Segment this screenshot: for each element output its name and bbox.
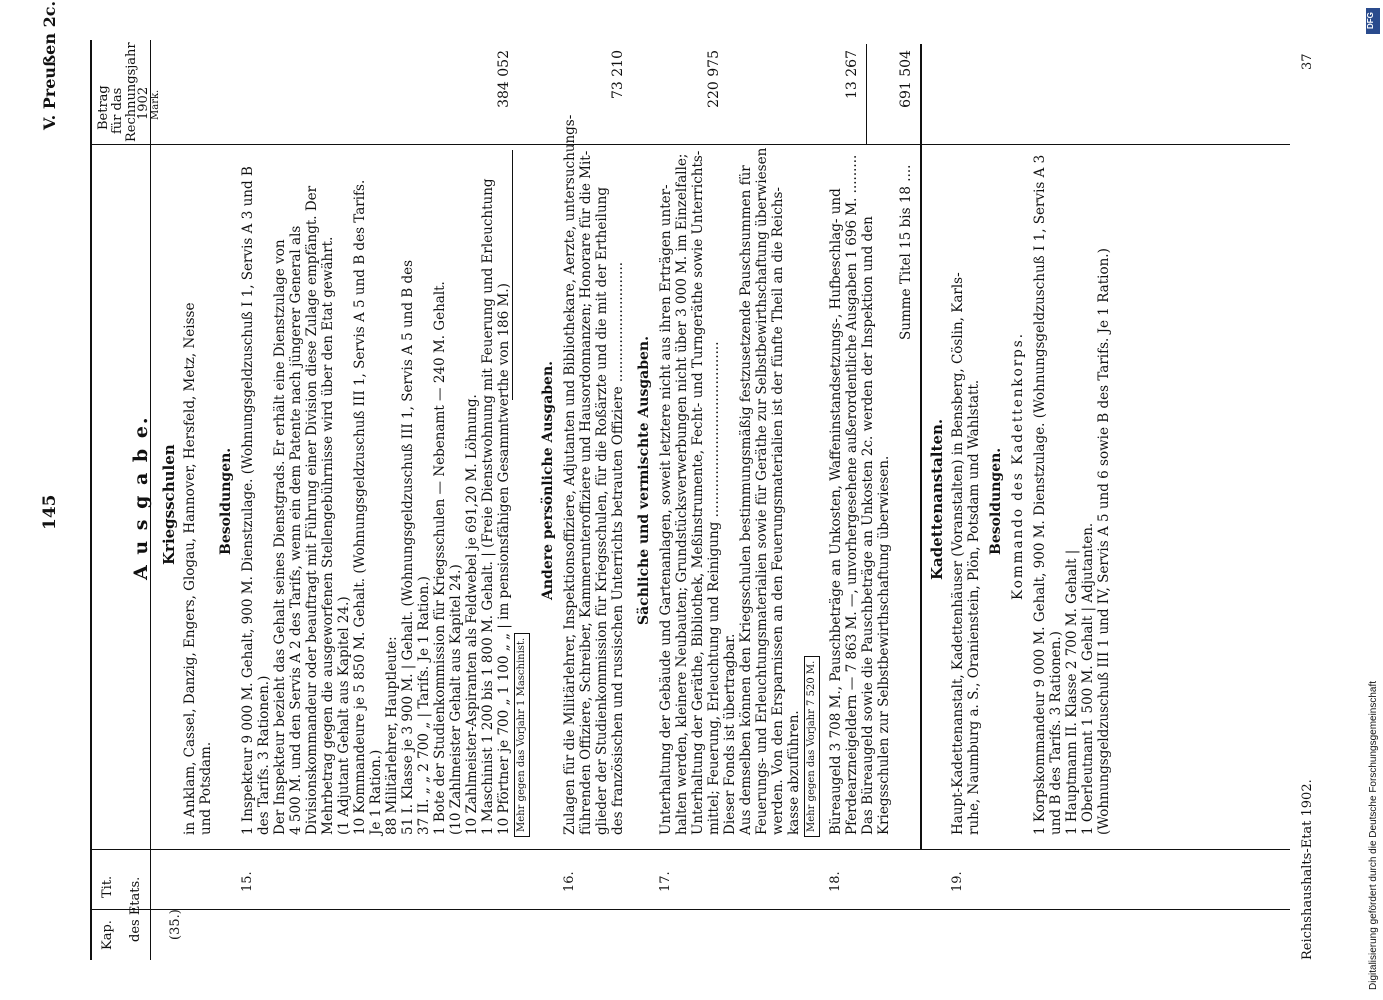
t16-line-3: des französischen und russischen Unterrichts betrauten Offiziere ............................ (610, 261, 626, 835)
t17-line-5: Aus demselben können den Kriegsschulen bestimmungsmäßig festzusetzende Pauschsummen für (738, 165, 754, 835)
t19-detail-2: 1 Hauptmann II. Klasse 2 700 M. Gehalt | (1064, 549, 1080, 835)
heading-kadetten: Kadettenanstalten. (928, 418, 946, 580)
colhead-rule (150, 40, 151, 960)
sum-amount: 691 504 (898, 50, 914, 108)
t17-line-1: halten werden, kleinere Neubauten; Grundstücksverwerbungen nicht über 3 000 M. im Einzelfalle; (674, 153, 690, 835)
col-betrag-2: für das (110, 87, 125, 134)
t18-line-0: Büreaugeld 3 708 M., Pauschbeträge an Unkosten, Waffeninstandsetzungs-, Hufbeschlag- und (828, 188, 844, 835)
page-title: A u s g a b e. (130, 415, 152, 580)
t15-line-9: 88 Militärlehrer, Hauptleute: (384, 636, 400, 835)
t15-line-3: 4 500 M. und den Servis A 2 des Tarifs, wenn ein dem Patente nach jüngerer General als (288, 225, 304, 835)
col-kap: Kap. (100, 920, 115, 950)
heading-besoldungen: Besoldungen. (218, 447, 234, 555)
heading-andere: Andere persönliche Ausgaben. (540, 360, 556, 600)
t15-line-7: 10 Kommandeure je 5 850 M. Gehalt. (Wohnungsgeldzuschuß III 1, Servis A 5 und B des Tarifs. (352, 179, 368, 835)
tit-18: 18. (828, 871, 843, 892)
sum-rule (866, 44, 867, 144)
t15-line-0: 1 Inspekteur 9 000 M. Gehalt, 900 M. Dienstzulage. (Wohnungsgeldzuschuß I 1, Servis A 3 und B (240, 166, 256, 835)
t15-line-6: (1 Adjutant Gehalt aus Kapitel 24.) (336, 596, 352, 835)
t18-amount: 13 267 (844, 50, 860, 99)
t15-line-13: (10 Zahlmeister Gehalt aus Kapitel 24.) (448, 564, 464, 835)
t15-line-1: des Tarifs. 3 Rationen.) (256, 675, 272, 835)
t15-line-8: Je 1 Ration.) (368, 749, 384, 835)
heading-kommando: Kommando des Kadettenkorps. (1010, 331, 1026, 600)
t15-line-5: Mehrbetrag gegen die ausgeworfenen Stellengebührnisse wird über den Etat gewährt. (320, 236, 336, 835)
section-divider (920, 44, 922, 850)
t18-line-2: Das Büreaugeld sowie die Pauschbeträge an Unkosten 2c. werden der Inspektion und den (860, 216, 876, 835)
t18-line-1: Pferdearzneigeldern — 7 863 M. —, unvorhergesehene außerordentliche Ausgaben 1 696 M. ......... (844, 154, 860, 835)
t17-line-0: Unterhaltung der Gebäude und Gartenanlagen, soweit letztere nicht aus ihren Erträgen unter- (658, 184, 674, 835)
t15-line-2: Der Inspekteur bezieht das Gehalt seines Dienstgrads. Er erhält eine Dienstzulage von (272, 239, 288, 835)
t19-detail-3: 1 Oberleutnant 1 500 M. Gehalt | Adjutanten. (1080, 522, 1096, 835)
heading-kriegsschulen: Kriegsschulen (160, 444, 178, 565)
dfg-logo: DFG (1366, 8, 1380, 34)
t15-note: Mehr gegen das Vorjahr 1 Maschinist. (514, 633, 530, 837)
t15-line-11: 37 II. „ „ 2 700 „ | Tarifs. Je 1 Ration.) (416, 576, 432, 835)
t17-line-3: mittel; Feuerung, Erleuchtung und Reinigung ......................................... (706, 341, 722, 835)
t18-line-3: Kriegsschulen zur Selbstbewirthschaftung überwiesen. (876, 455, 892, 835)
t15-line-14: 10 Zahlmeister-Aspiranten als Feldwebel je 691,20 M. Löhnung. (464, 394, 480, 835)
t17-note: Mehr gegen das Vorjahr 7 520 M. (804, 656, 820, 837)
tit-19: 19. (950, 871, 965, 892)
t15-line-16: 10 Pförtner je 700 „ 1 100 „ „ | im pensionsfähigen Gesammtwerthe von 186 M.) (496, 283, 512, 835)
tit-17: 17. (658, 871, 673, 892)
col-tit: Tit. (100, 875, 115, 898)
col-betrag-3: Rechnungsjahr (124, 42, 139, 142)
col-betrag-unit: Mark. (150, 89, 161, 120)
dfg-notice: Digitalisierung gefördert durch die Deutsche Forschungsgemeinschaft (1368, 680, 1379, 990)
t15-line-10: 51 I. Klasse je 3 900 M. | Gehalt. (Wohnungsgeldzuschuß III 1, Servis A 5 und B des (400, 259, 416, 835)
section-title: V. Preußen 2c. (40, 0, 59, 130)
tit-16: 16. (562, 871, 577, 892)
amount-col-line (90, 144, 1290, 145)
footer-page: 37 (1300, 53, 1315, 70)
t17-amount: 220 975 (706, 50, 722, 108)
t17-line-7: werden. Von den Ersparnissen an den Feuerungsmaterialien ist der fünfte Theil an die Reichs- (770, 187, 786, 835)
t15-amount: 384 052 (496, 50, 512, 108)
t17-line-2: Unterhaltung der Geräthe, Bibliothek, Meßinstrumente, Fecht- und Turngeräthe sowie Unterrichts- (690, 150, 706, 835)
tit-15: 15. (240, 871, 255, 892)
t15-underline (512, 150, 513, 400)
col-betrag-1: Betrag (96, 85, 111, 130)
t19-line-0: Haupt-Kadettenanstalt, Kadettenhäuser (Voranstalten) in Bensberg, Cöslin, Karls- (950, 272, 966, 835)
intro-line-2: und Potsdam. (198, 741, 214, 835)
page-number: 145 (40, 494, 60, 530)
footer-etat: Reichshaushalts-Etat 1902. (1300, 779, 1315, 960)
t17-line-6: Feuerungs- und Erleuchtungsmaterialien sowie für Geräthe zur Selbstbewirthschaftung überwiesen (754, 147, 770, 835)
t16-line-2: glieder der Studienkommission für Kriegsschulen, für die Roßärzte und die mit der Ertheilung (594, 186, 610, 835)
intro-line-1: in Anklam, Cassel, Danzig, Engers, Glogau, Hannover, Hersfeld, Metz, Neisse (182, 302, 198, 835)
t17-line-8: kasse abzuführen. (786, 710, 802, 835)
col-des-etats: des Etats. (128, 876, 143, 942)
t19-detail-4: (Wohnungsgeldzuschuß III 1 und IV, Servis A 5 und 6 sowie B des Tarifs. Je 1 Ration.) (1096, 248, 1112, 835)
t15-line-15: 1 Maschinist 1 200 bis 1 800 M. Gehalt. | (Freie Dienstwohnung mit Feuerung und Erleuchtung (480, 178, 496, 835)
t19-line-1: ruhe, Naumburg a. S., Oranienstein, Plön, Potsdam und Wahlstatt. (966, 379, 982, 835)
kap-col-line (90, 909, 1290, 910)
t17-line-4: Dieser Fonds ist übertragbar. (722, 633, 738, 835)
header-rule (90, 40, 92, 960)
t15-line-4: Divisionskommandeur oder beauftragt mit Führung einer Division diese Zulage empfängt. Der (304, 185, 320, 835)
heading-saechliche: Sächliche und vermischte Ausgaben. (636, 336, 652, 625)
sum-label: Summe Titel 15 bis 18 .... (898, 164, 914, 340)
t16-amount: 73 210 (610, 50, 626, 99)
t16-line-0: Zulagen für die Militärlehrer, Inspektionsoffiziere, Adjutanten und Bibliothekare, Aerzte, untersuchungs- (562, 114, 578, 835)
t16-line-1: führenden Offiziere, Schreiber, Kammerunteroffiziere und Hausordonnanzen; Honorare für die Mit- (578, 150, 594, 835)
col-betrag-4: 1902 (136, 86, 151, 120)
heading-besoldungen-2: Besoldungen. (988, 447, 1004, 555)
kap-number: (35.) (168, 909, 183, 940)
t19-detail-0: 1 Korpskommandeur 9 000 M. Gehalt, 900 M. Dienstzulage. (Wohnungsgeldzuschuß I 1, Servis A 3 (1032, 154, 1048, 835)
t15-line-12: 1 Bote der Studienkommission für Kriegsschulen — Nebenamt — 240 M. Gehalt. (432, 281, 448, 835)
t19-detail-1: und B des Tarifs. 3 Rationen.) (1048, 631, 1064, 835)
tit-col-line (90, 849, 1290, 850)
